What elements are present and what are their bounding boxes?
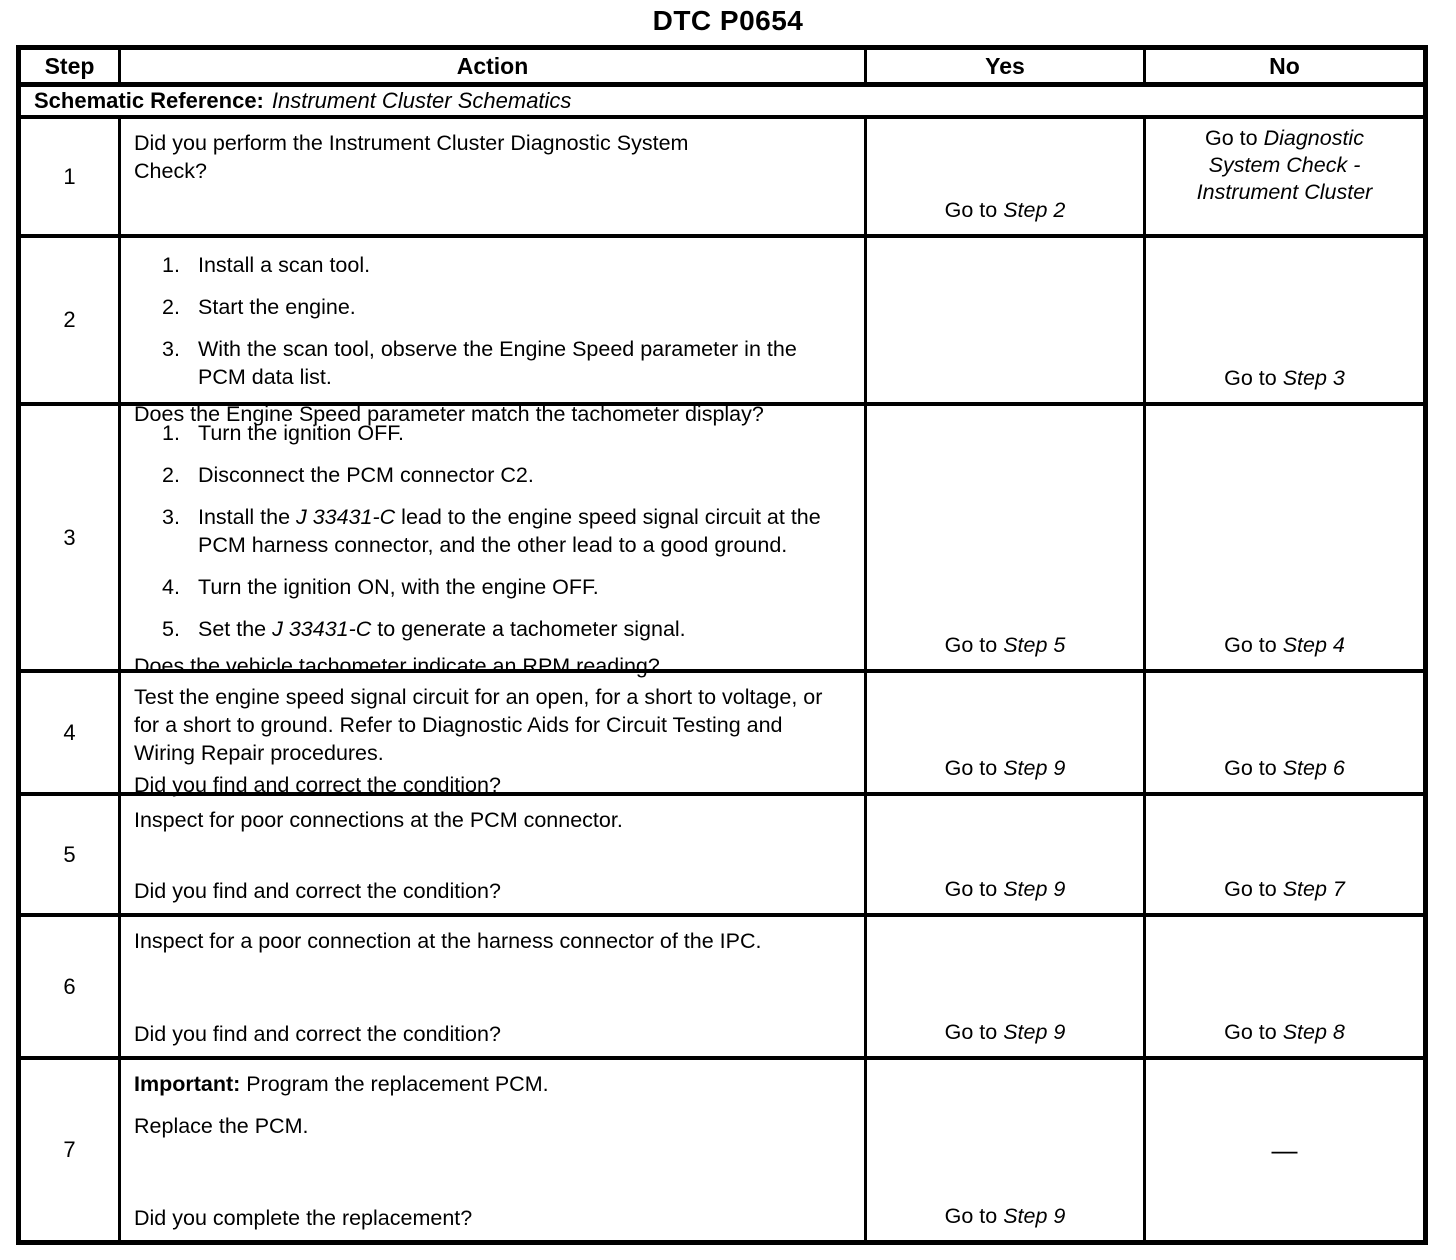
important-label: Important:	[134, 1072, 241, 1096]
action-cell	[121, 673, 867, 796]
yes-cell	[867, 119, 1146, 238]
yes-cell	[867, 238, 1146, 406]
list-number: 2.	[162, 295, 180, 319]
list-number: 1.	[162, 253, 180, 277]
list-text: Turn the ignition OFF.	[198, 421, 404, 445]
goto-prefix: Go to	[944, 1020, 1004, 1044]
goto-prefix: Go to	[944, 1204, 1004, 1228]
header-action: Action	[121, 50, 867, 87]
step-number: 7	[21, 1060, 121, 1240]
header-no: No	[1146, 50, 1423, 87]
goto-target: Step 8	[1282, 1020, 1345, 1044]
goto-text	[1224, 755, 1345, 782]
yes-cell	[867, 673, 1146, 796]
question-text: Did you find and correct the condition?	[134, 1022, 501, 1046]
action-text: Replace the PCM.	[134, 1114, 309, 1138]
question-text: Did you find and correct the condition?	[134, 879, 501, 903]
step-number: 5	[21, 796, 121, 917]
schematic-reference-label: Schematic Reference:	[34, 88, 264, 113]
goto-target: Step 9	[1003, 1020, 1066, 1044]
action-cell	[121, 406, 867, 678]
list-text-part: Set the	[198, 617, 273, 641]
action-list-item	[162, 503, 856, 559]
no-cell	[1146, 917, 1423, 1060]
yes-cell	[867, 406, 1146, 673]
goto-text	[945, 1019, 1066, 1046]
no-dash: —	[1271, 1134, 1298, 1165]
question-text: Did you complete the replacement?	[134, 1206, 473, 1230]
goto-target: Step 4	[1282, 633, 1345, 657]
question-text: Does the Engine Speed parameter match the tachometer display?	[134, 402, 764, 426]
list-number: 5.	[162, 617, 180, 641]
goto-prefix: Go to	[944, 756, 1004, 780]
list-text: Install a scan tool.	[198, 253, 371, 277]
question-text: Did you find and correct the condition?	[134, 773, 501, 797]
list-number: 4.	[162, 575, 180, 599]
step-number: 1	[21, 119, 121, 238]
list-text: With the scan tool, observe the Engine Speed parameter in the PCM data list.	[198, 337, 797, 389]
goto-text	[1177, 125, 1392, 206]
goto-prefix: Go to	[1205, 126, 1264, 150]
action-text: Inspect for a poor connection at the harness connector of the IPC.	[134, 929, 762, 953]
yes-cell	[867, 796, 1146, 917]
schematic-reference-value: Instrument Cluster Schematics	[271, 88, 572, 113]
goto-target: Step 3	[1282, 366, 1345, 390]
goto-prefix: Go to	[944, 198, 1004, 222]
question-text: Does the vehicle tachometer indicate an RPM reading?	[134, 654, 660, 678]
action-cell	[121, 238, 867, 426]
goto-target: Step 5	[1003, 633, 1066, 657]
no-cell	[1146, 238, 1423, 406]
no-cell	[1146, 1060, 1423, 1240]
important-text: Program the replacement PCM.	[240, 1072, 549, 1096]
action-list-item	[162, 335, 856, 391]
action-list-item	[162, 461, 856, 489]
goto-target: Step 7	[1282, 877, 1345, 901]
action-list-item	[162, 419, 856, 447]
tool-reference: J 33431-C	[272, 617, 372, 641]
action-text: Test the engine speed signal circuit for an open, for a short to voltage, or for a short to ground. Refer to Diagnostic Aids for Circuit Testing and Wiring Repair procedures.	[134, 685, 823, 765]
goto-prefix: Go to	[944, 877, 1004, 901]
step-number: 2	[21, 238, 121, 406]
list-text-part: lead to the engine speed signal circuit at the PCM harness connector, and the other lead to a good ground.	[198, 505, 821, 557]
action-cell	[121, 119, 867, 238]
action-text: Did you perform the Instrument Cluster Diagnostic System Check?	[134, 131, 689, 183]
goto-text	[1224, 1019, 1345, 1046]
action-cell	[121, 1060, 867, 1240]
list-text-part: to generate a tachometer signal.	[371, 617, 686, 641]
no-cell	[1146, 673, 1423, 796]
goto-prefix: Go to	[1224, 366, 1283, 390]
goto-target: Step 9	[1003, 1204, 1066, 1228]
action-list-item	[162, 251, 856, 279]
step-number: 4	[21, 673, 121, 796]
action-list-item	[162, 615, 856, 643]
yes-cell	[867, 917, 1146, 1060]
goto-target: Step 6	[1282, 756, 1345, 780]
goto-text	[945, 1203, 1066, 1230]
page-title: DTC P0654	[652, 5, 804, 36]
goto-target: Diagnostic System Check - Instrument Cluster	[1196, 126, 1373, 204]
list-text: Start the engine.	[198, 295, 356, 319]
header-yes: Yes	[867, 50, 1146, 87]
no-cell	[1146, 119, 1423, 238]
action-text: Inspect for poor connections at the PCM connector.	[134, 808, 623, 832]
diagnostic-table	[16, 45, 1428, 1245]
goto-text	[1224, 876, 1345, 903]
action-list-item	[162, 293, 856, 321]
tool-reference: J 33431-C	[296, 505, 396, 529]
list-text: Turn the ignition ON, with the engine OFF.	[198, 575, 599, 599]
list-number: 1.	[162, 421, 180, 445]
goto-text	[945, 632, 1066, 659]
goto-text	[945, 876, 1066, 903]
goto-target: Step 9	[1003, 877, 1066, 901]
step-number: 6	[21, 917, 121, 1060]
goto-prefix: Go to	[1224, 1020, 1283, 1044]
list-text	[198, 615, 856, 643]
list-number: 3.	[162, 337, 180, 361]
schematic-reference-row	[21, 87, 1423, 119]
no-cell	[1146, 406, 1423, 673]
list-number: 3.	[162, 505, 180, 529]
action-list-item	[162, 573, 856, 601]
list-text-part: Install the	[198, 505, 296, 529]
goto-text	[945, 197, 1066, 224]
action-cell	[121, 796, 867, 917]
no-cell	[1146, 796, 1423, 917]
goto-text	[1224, 365, 1345, 392]
goto-target: Step 9	[1003, 756, 1066, 780]
action-cell	[121, 917, 867, 1060]
step-number: 3	[21, 406, 121, 673]
list-text: Disconnect the PCM connector C2.	[198, 463, 534, 487]
action-text	[134, 1070, 856, 1098]
goto-prefix: Go to	[944, 633, 1004, 657]
header-step: Step	[21, 50, 121, 87]
goto-prefix: Go to	[1224, 756, 1283, 780]
yes-cell	[867, 1060, 1146, 1240]
goto-prefix: Go to	[1224, 633, 1283, 657]
goto-text	[1224, 632, 1345, 659]
list-number: 2.	[162, 463, 180, 487]
goto-text	[945, 755, 1066, 782]
goto-prefix: Go to	[1224, 877, 1283, 901]
goto-target: Step 2	[1003, 198, 1066, 222]
list-text	[198, 503, 853, 559]
